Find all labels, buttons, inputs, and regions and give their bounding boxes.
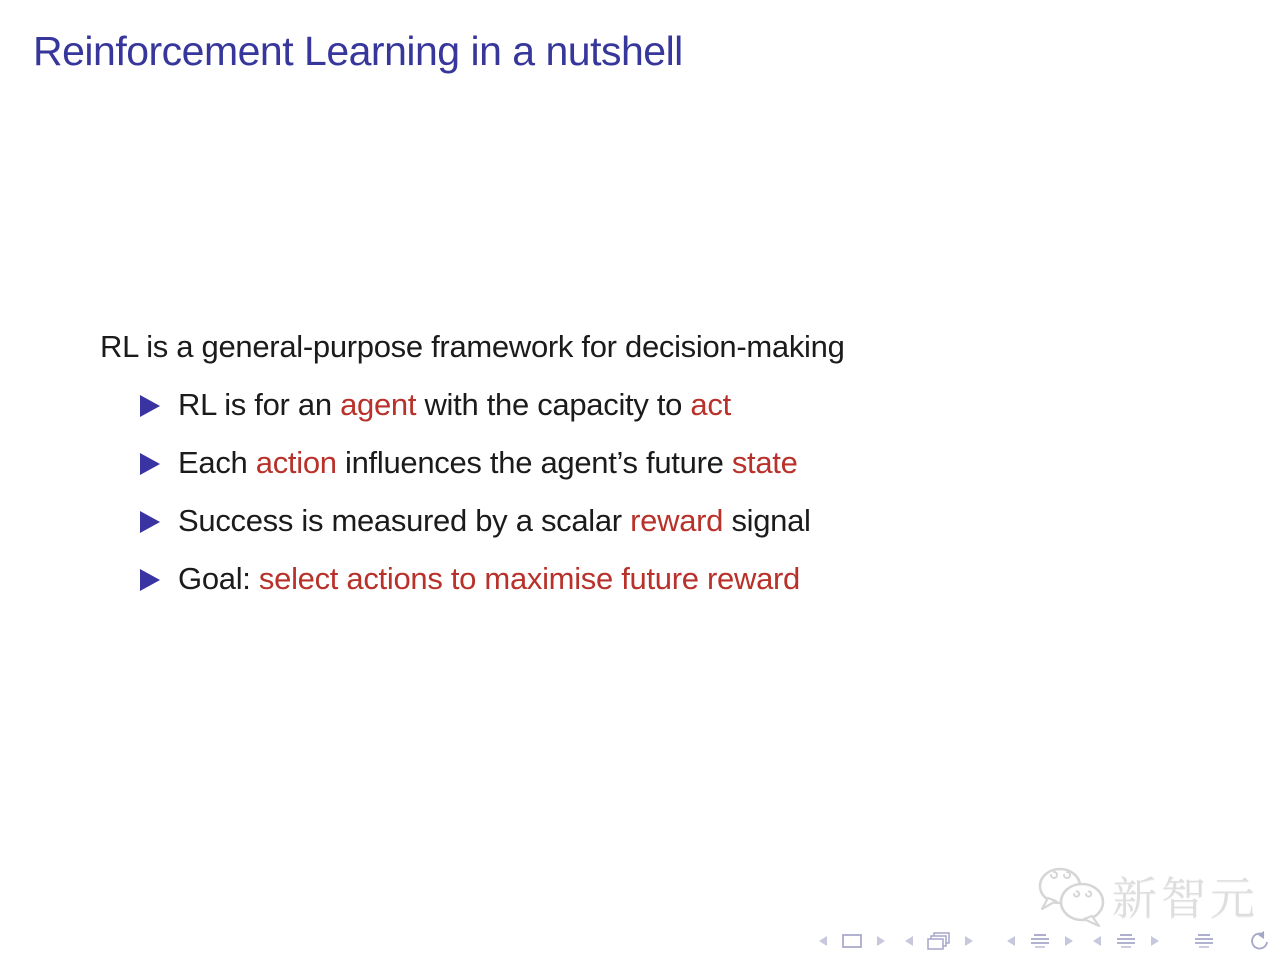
bullet-text-segment: signal [723,503,811,538]
bullet-text-segment: state [731,445,798,480]
bullet-text-segment: RL is for an [178,387,341,422]
bullet-triangle-icon [140,511,160,533]
beamer-navigation [818,929,1280,953]
watermark [1036,862,1259,927]
bullet-list [100,385,1100,599]
bullet-text-segment: with the capacity to [416,387,691,422]
bullet-item [100,559,1100,599]
intro-line: RL is a general-purpose framework for decision-making [100,329,845,364]
bullet-text-segment: act [690,387,731,422]
bullet-triangle-icon [140,453,160,475]
bullet-text-segment: Each [178,445,256,480]
bullet-text-segment: select actions to maximise future reward [258,561,800,596]
bullet-text-segment: reward [630,503,724,538]
slide-icon[interactable] [840,929,864,953]
slide-title: Reinforcement Learning in a nutshell [33,28,683,74]
bullet-item [100,385,1100,425]
next-slide-arrow-icon[interactable] [876,929,886,953]
bullet-item [100,501,1100,541]
prev-subsection-arrow-icon[interactable] [1006,929,1016,953]
back-icon[interactable] [1248,929,1270,953]
bullet-text-segment: action [255,445,337,480]
next-section-arrow-icon[interactable] [1150,929,1160,953]
next-subsection-arrow-icon[interactable] [1064,929,1074,953]
section-icon[interactable] [1114,929,1138,953]
bullet-triangle-icon [140,569,160,591]
appendix-icon[interactable] [1192,929,1216,953]
bullet-text-segment: influences the agent’s future [336,445,732,480]
prev-frame-arrow-icon[interactable] [904,929,914,953]
prev-slide-arrow-icon[interactable] [818,929,828,953]
next-frame-arrow-icon[interactable] [964,929,974,953]
subsection-icon[interactable] [1028,929,1052,953]
bullet-item [100,443,1100,483]
frames-icon[interactable] [926,929,952,953]
prev-section-arrow-icon[interactable] [1092,929,1102,953]
watermark-text: 新智元 [1112,873,1260,924]
bullet-triangle-icon [140,395,160,417]
slide-body [100,327,1100,617]
bullet-text-segment: Success is measured by a scalar [178,503,631,538]
wechat-chat-bubbles-icon [1036,863,1108,927]
bullet-text-segment: agent [340,387,417,422]
bullet-text-segment: Goal: [178,561,259,596]
